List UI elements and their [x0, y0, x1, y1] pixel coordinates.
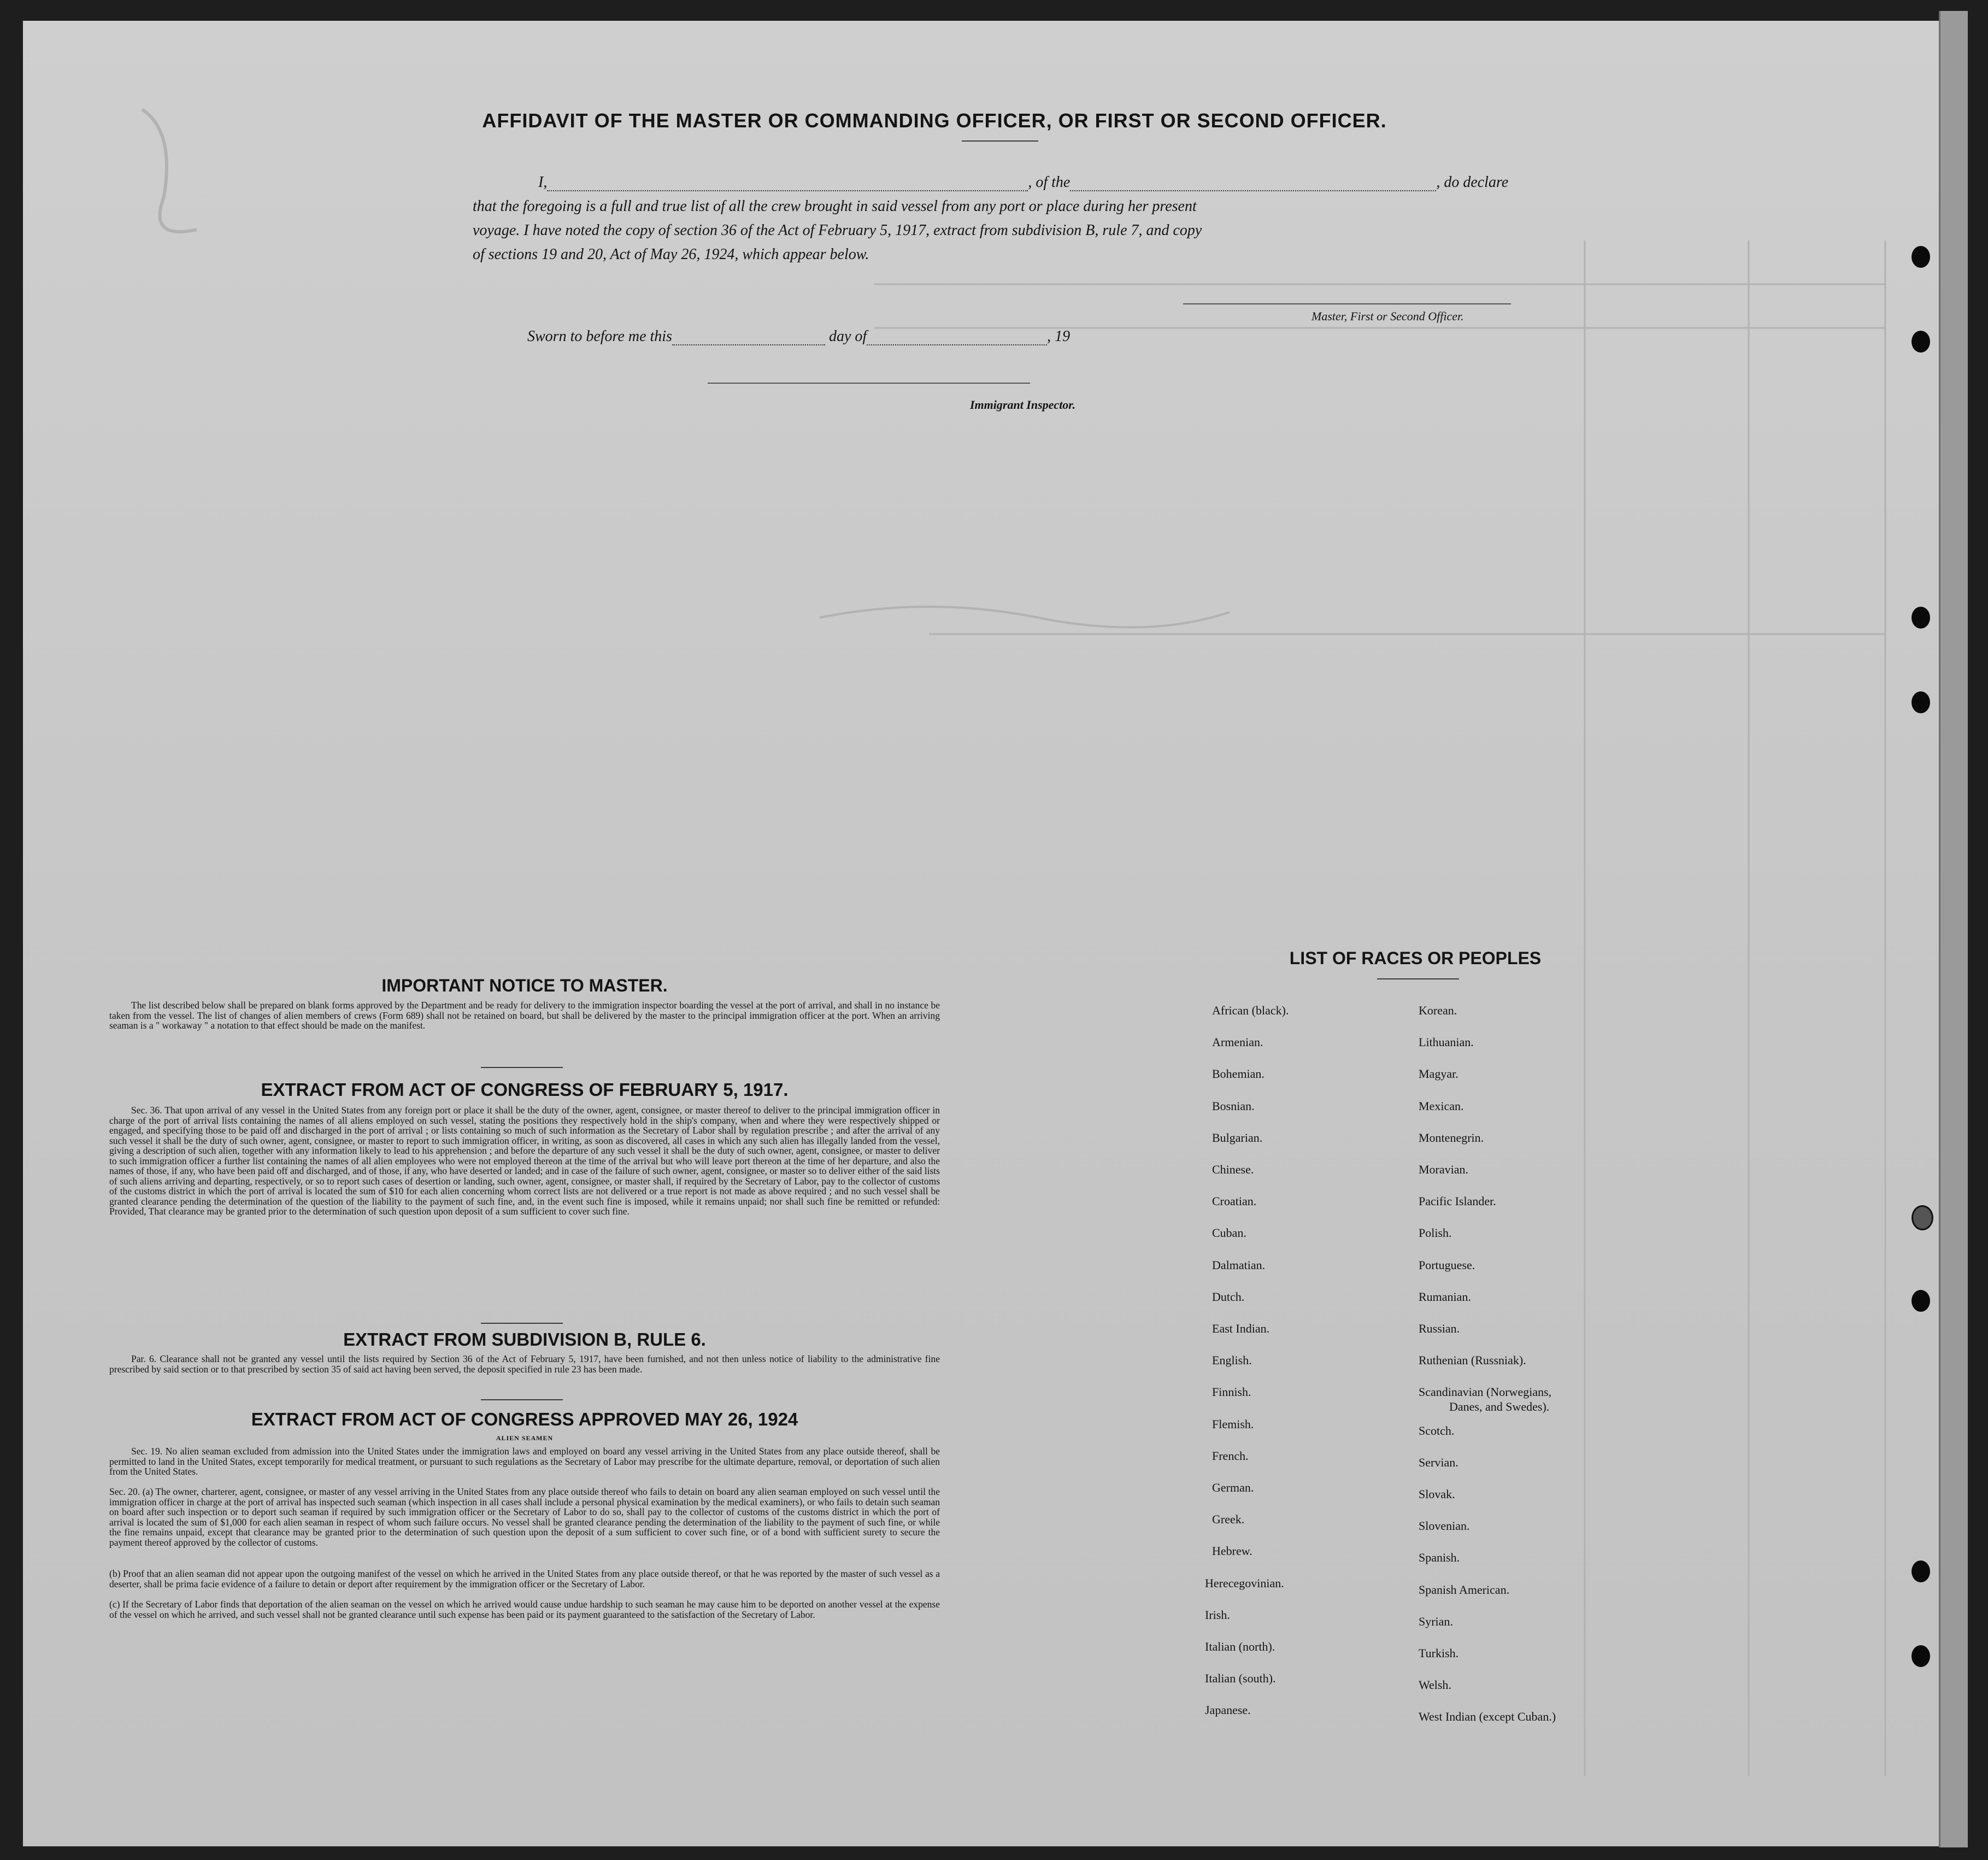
race-item: Croatian.	[1212, 1194, 1257, 1208]
notice-heading: IMPORTANT NOTICE TO MASTER.	[381, 976, 668, 995]
race-item: Russian.	[1419, 1322, 1460, 1335]
inspector-caption: Immigrant Inspector.	[970, 398, 1076, 412]
day-of-label: day of	[828, 328, 867, 345]
alien-seamen-subheading: ALIEN SEAMEN	[496, 1434, 554, 1442]
divider	[481, 1067, 563, 1068]
race-item: Polish.	[1419, 1226, 1452, 1240]
race-item: Lithuanian.	[1419, 1035, 1474, 1049]
sec20b-body: (b) Proof that an alien seaman did not appear upon the outgoing manifest of the vessel on which he arrived in the United States from any place outside thereof, or that he was reported by the master of such vessel as a deserter, shall be prima facie evidence of a failure to detain or deport after requirement by the immigration officer or the Secretary of Labor.	[109, 1568, 940, 1589]
race-item: East Indian.	[1212, 1322, 1270, 1335]
race-item: Italian (north).	[1205, 1640, 1275, 1653]
race-item: Syrian.	[1419, 1614, 1453, 1628]
affidavit-line-1	[538, 174, 1566, 191]
sec20a-body: Sec. 20. (a) The owner, charterer, agent, consignee, or master of any vessel arriving in the United States from any place outside thereof who fails to detain on board any alien seaman employed on such vessel until the immigration officer in charge at the port of arrival has inspected such seaman (which inspection in all cases shall include a personal physical examination by the medical examiners), or who fails to detain such seaman on board after such inspection or to deport such seaman if required by such immigration officer or the Secretary of Labor to do so, shall pay to the collector of customs of the customs district in which the port of arrival is located the sum of $1,000 for each alien seaman in respect of whom such failure occurs. No vessel shall be granted clearance pending the determination of the liability to the payment of such fine, or while the fine remains unpaid, except that clearance may be granted prior to the determination of such question upon the deposit of a sum sufficient to cover such fine, or of a bond with sufficient surety to secure the payment thereof approved by the collector of customs.	[109, 1486, 940, 1548]
master-caption: Master, First or Second Officer.	[1311, 309, 1464, 323]
sworn-line	[527, 328, 1070, 345]
race-item: Slovak.	[1419, 1487, 1455, 1501]
race-item: Finnish.	[1212, 1385, 1251, 1399]
of-the-label: , of the	[1028, 174, 1071, 191]
race-item: Cuban.	[1212, 1226, 1246, 1240]
rule6-heading: EXTRACT FROM SUBDIVISION B, RULE 6.	[343, 1329, 706, 1349]
race-item: Magyar.	[1419, 1067, 1458, 1081]
race-item: Slovenian.	[1419, 1519, 1470, 1533]
affidavit-line-4: of sections 19 and 20, Act of May 26, 1924, which appear below.	[473, 246, 869, 263]
divider	[962, 140, 1038, 142]
month-blank	[867, 344, 1047, 345]
race-item: Ruthenian (Russniak).	[1419, 1353, 1526, 1368]
extract-1917-heading: EXTRACT FROM ACT OF CONGRESS OF FEBRUARY 5, 1917.	[261, 1079, 789, 1100]
races-heading: LIST OF RACES OR PEOPLES	[1289, 948, 1542, 968]
notice-body: The list described below shall be prepared on blank forms approved by the Department and be ready for delivery to the immigration inspector boarding the vessel at the port of arrival, and shall in no instance be taken from the vessel. The list of changes of alien members of crews (Form 689) shall not be retained on board, but shall be delivered by the master to the principal immigration officer at the port. When an arriving seaman is a " workaway " a notation to that effect should be made on the manifest.	[109, 1000, 940, 1031]
race-item: Italian (south).	[1205, 1671, 1276, 1686]
race-item: Greek.	[1212, 1512, 1245, 1527]
race-item: Dutch.	[1212, 1289, 1245, 1304]
sec19-body: Sec. 19. No alien seaman excluded from admission into the United States under the immigration laws and employed on board any vessel arriving in the United States from any place outside thereof, shall be permitted to land in the United States, except temporarily for medical treatment, or pursuant to such regulations as the Secretary of Labor may prescribe for the ultimate departure, removal, or deportation of such alien from the United States.	[109, 1446, 940, 1477]
race-item: English.	[1212, 1353, 1252, 1368]
race-item: Danes, and Swedes).	[1449, 1400, 1550, 1414]
affidavit-line-2: that the foregoing is a full and true list of all the crew brought in said vessel from any port or place during her present	[473, 198, 1197, 215]
affidavit-line-3: voyage. I have noted the copy of section 36 of the Act of February 5, 1917, extract from subdivision B, rule 7, and copy	[473, 222, 1202, 239]
vessel-blank	[1070, 190, 1436, 191]
race-item: Rumanian.	[1419, 1289, 1471, 1304]
race-item: Chinese.	[1212, 1163, 1254, 1176]
race-item: Flemish.	[1212, 1417, 1254, 1431]
extract-1924-heading: EXTRACT FROM ACT OF CONGRESS APPROVED MAY 26, 1924	[251, 1409, 798, 1429]
rule6-body: Par. 6. Clearance shall not be granted any vessel until the lists required by Section 36 of the Act of February 5, 1917, have been furnished, and not then unless notice of liability to the administrative fine prescribed by said section or to that prescribed by section 35 of said act having been served, the deposit specified in rule 23 has been made.	[109, 1353, 940, 1375]
race-item: French.	[1212, 1448, 1249, 1463]
race-item: Scandinavian (Norwegians,	[1419, 1385, 1552, 1399]
day-blank	[672, 344, 825, 345]
race-item: Bulgarian.	[1212, 1130, 1263, 1145]
sec20c-body: (c) If the Secretary of Labor finds that deportation of the alien seaman on the vessel on which he arrived would cause undue hardship to such seaman he may cause him to be deported on another vessel at the expense of the vessel on which he arrived, and such vessel shall not be granted clearance until such expense has been paid or its payment guaranteed to the satisfaction of the Secretary of Labor.	[109, 1599, 940, 1620]
affidavit-heading: AFFIDAVIT OF THE MASTER OR COMMANDING OFFICER, OR FIRST OR SECOND OFFICER.	[482, 109, 1387, 132]
race-item: Herecegovinian.	[1205, 1576, 1284, 1590]
sworn-label: Sworn to before me this	[527, 328, 672, 345]
i-label: I,	[538, 174, 548, 191]
race-item: Montenegrin.	[1419, 1130, 1484, 1145]
race-item: West Indian (except Cuban.)	[1419, 1710, 1556, 1724]
inspector-signature-line	[708, 383, 1030, 384]
divider	[1377, 978, 1459, 979]
race-item: German.	[1212, 1481, 1254, 1494]
extract-1917-body: Sec. 36. That upon arrival of any vessel in the United States from any foreign port or place it shall be the duty of the owner, agent, consignee, or master thereof to deliver to the principal immigration officer in charge of the port of arrival lists containing the names of all aliens employed on such vessel, stating the positions they respectively hold in the ship's company, when and where they were respectively shipped or engaged, and specifying those to be paid off and discharged in the port of arrival ; or lists containing so much of such information as the Secretary of Labor shall by regulation prescribe ; and after the arrival of any such vessel it shall be the duty of such owner, agent, consignee, or master to report to such immigration officer, in writing, as soon as discovered, all cases in which any such alien has illegally landed from the vessel, giving a description of such alien, together with any information likely to lead to his apprehension ; and before the departure of any such vessel it shall be the duty of such owner, agent, consignee, or master to deliver to such immigration officer a further list containing the names of all alien employees who were not employed thereon at the time of the arrival but who will leave port thereon at the time of her departure, and also the names of those, if any, who have been paid off and discharged, and of those, if any, who have deserted or landed; and in case of the failure of such owner, agent, consignee, or master so to deliver either of the said lists of such aliens arriving and departing, respectively, or so to report such cases of desertion or landing, such owner, agent, consignee, or master shall, if required by the Secretary of Labor, pay to the collector of customs of the customs district in which the port of arrival is located the sum of $10 for each alien concerning whom correct lists are not delivered or a true report is not made as above required ; and no such vessel shall be granted clearance pending the determination of the question of the liability to the payment of such fine, and, in the event such fine is imposed, while it remains unpaid; nor shall such fine be remitted or refunded: Provided, That clearance may be granted prior to the determination of such question upon deposit of a sum sufficient to cover such fine.	[109, 1105, 940, 1217]
master-signature-line	[1183, 303, 1511, 304]
race-item: Bohemian.	[1212, 1067, 1264, 1081]
race-item: African (black).	[1212, 1004, 1289, 1017]
race-item: Dalmatian.	[1212, 1258, 1266, 1272]
race-item: Armenian.	[1212, 1035, 1263, 1049]
race-item: Portuguese.	[1419, 1258, 1475, 1272]
race-item: Spanish American.	[1419, 1582, 1510, 1597]
race-item: Moravian.	[1419, 1163, 1469, 1176]
race-item: Servian.	[1419, 1455, 1458, 1469]
race-item: Korean.	[1419, 1004, 1457, 1017]
race-item: Hebrew.	[1212, 1544, 1252, 1558]
race-item: Scotch.	[1419, 1423, 1455, 1437]
race-item: Irish.	[1205, 1607, 1230, 1622]
race-item: Spanish.	[1419, 1551, 1460, 1565]
race-item: Pacific Islander.	[1419, 1194, 1496, 1208]
race-item: Bosnian.	[1212, 1099, 1255, 1113]
race-item: Turkish.	[1419, 1646, 1459, 1660]
do-declare-label: , do declare	[1436, 174, 1509, 191]
divider	[481, 1399, 563, 1400]
race-item: Mexican.	[1419, 1099, 1464, 1113]
year-label: , 19	[1047, 328, 1071, 345]
race-item: Welsh.	[1419, 1678, 1451, 1692]
race-item: Japanese.	[1205, 1703, 1251, 1717]
name-blank	[547, 190, 1028, 191]
divider	[481, 1323, 563, 1324]
